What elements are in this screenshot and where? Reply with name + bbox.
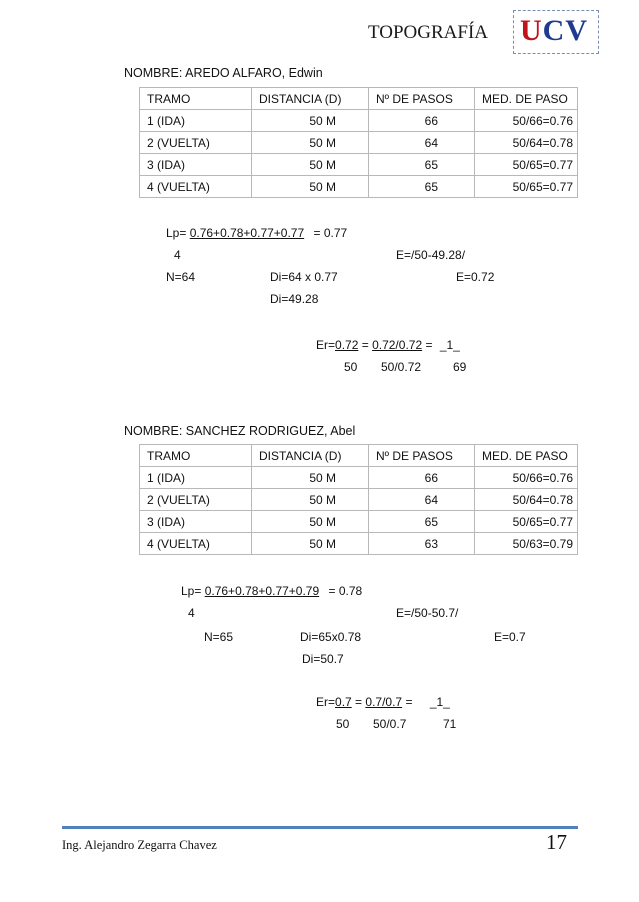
e-expression: E=/50-49.28/ [396,248,466,262]
table-cell: 50 M [252,467,369,489]
header-cell: Nº DE PASOS [369,445,475,467]
table-row [140,467,578,489]
er-formula [316,695,450,709]
di-result: Di=49.28 [270,292,319,306]
table-cell: 50 M [252,176,369,198]
lp-denominator: 4 [188,606,195,620]
table-row [140,489,578,511]
table-cell: 50 M [252,511,369,533]
header-cell: DISTANCIA (D) [252,445,369,467]
table-cell: 50 M [252,154,369,176]
lp-label: Lp= [166,226,187,240]
di-result: Di=50.7 [302,652,344,666]
table-cell: 50/66=0.76 [475,467,578,489]
er-numerator-2: 0.72/0.72 [372,338,423,352]
table-cell: 2 (VUELTA) [140,489,252,511]
table-cell: 3 (IDA) [140,511,252,533]
table-cell: 50 M [252,132,369,154]
lp-numerator: 0.76+0.78+0.77+0.77 [189,226,305,240]
table-cell: 65 [369,511,475,533]
er-equals: = [355,695,363,709]
table-cell: 65 [369,176,475,198]
header-cell: MED. DE PASO [475,88,578,110]
lp-result: = 0.78 [328,584,363,598]
table-row [140,533,578,555]
e-result: E=0.7 [494,630,526,644]
header-title: TOPOGRAFÍA [368,22,489,43]
header-cell: MED. DE PASO [475,445,578,467]
table-row [140,110,578,132]
table-row [140,176,578,198]
student-name: NOMBRE: SANCHEZ RODRIGUEZ, Abel [124,424,356,438]
table-cell: 50/63=0.79 [475,533,578,555]
table-cell: 50/64=0.78 [475,132,578,154]
table-cell: 50 M [252,110,369,132]
table-cell: 63 [369,533,475,555]
table-header-row [140,445,578,467]
table-cell: 64 [369,489,475,511]
table-row [140,154,578,176]
lp-label: Lp= [181,584,202,598]
table-row [140,511,578,533]
header-cell: TRAMO [140,445,252,467]
table-cell: 65 [369,154,475,176]
page-number: 17 [546,830,567,854]
table-cell: 50 M [252,533,369,555]
er-denominator-2: 50/0.72 [381,360,422,374]
er-numerator-1: 0.72 [335,338,359,352]
header-cell: Nº DE PASOS [369,88,475,110]
table-header-row [140,88,578,110]
header-cell: TRAMO [140,88,252,110]
er-numerator-2: 0.7/0.7 [365,695,403,709]
er-denominator-3: 69 [453,360,467,374]
table-cell: 50/65=0.77 [475,511,578,533]
table-cell: 2 (VUELTA) [140,132,252,154]
er-denominator-2: 50/0.7 [373,717,407,731]
table-cell: 50/64=0.78 [475,489,578,511]
di-formula: Di=65x0.78 [300,630,362,644]
table-cell: 4 (VUELTA) [140,533,252,555]
ucv-logo [513,10,599,54]
table-cell: 1 (IDA) [140,110,252,132]
er-equals: = [425,338,433,352]
lp-result: = 0.77 [313,226,348,240]
logo-text: UCV [520,14,589,47]
er-equals: = [405,695,413,709]
table-cell: 3 (IDA) [140,154,252,176]
lp-formula [166,226,347,240]
e-result: E=0.72 [456,270,495,284]
footer-rule [62,826,578,829]
lp-denominator: 4 [174,248,181,262]
er-numerator-3: _1_ [429,695,450,709]
e-expression: E=/50-50.7/ [396,606,459,620]
er-equals: = [361,338,369,352]
table-cell: 1 (IDA) [140,467,252,489]
table-cell: 50/66=0.76 [475,110,578,132]
er-denominator-1: 50 [336,717,350,731]
er-label: Er= [316,338,336,352]
table-cell: 66 [369,467,475,489]
table-cell: 64 [369,132,475,154]
lp-formula [181,584,362,598]
er-denominator-3: 71 [443,717,457,731]
lp-numerator: 0.76+0.78+0.77+0.79 [204,584,320,598]
er-label: Er= [316,695,336,709]
er-numerator-1: 0.7 [335,695,352,709]
table-cell: 66 [369,110,475,132]
n-value: N=65 [204,630,234,644]
er-denominator-1: 50 [344,360,358,374]
table-cell: 50/65=0.77 [475,176,578,198]
er-formula [316,338,460,352]
table-cell: 50 M [252,489,369,511]
er-numerator-3: _1_ [439,338,460,352]
table-cell: 4 (VUELTA) [140,176,252,198]
pace-table [139,444,578,555]
n-value: N=64 [166,270,196,284]
footer-author: Ing. Alejandro Zegarra Chavez [62,838,217,852]
table-row [140,132,578,154]
di-formula: Di=64 x 0.77 [270,270,338,284]
pace-table [139,87,578,198]
table-cell: 50/65=0.77 [475,154,578,176]
header-cell: DISTANCIA (D) [252,88,369,110]
student-name: NOMBRE: AREDO ALFARO, Edwin [124,66,323,80]
